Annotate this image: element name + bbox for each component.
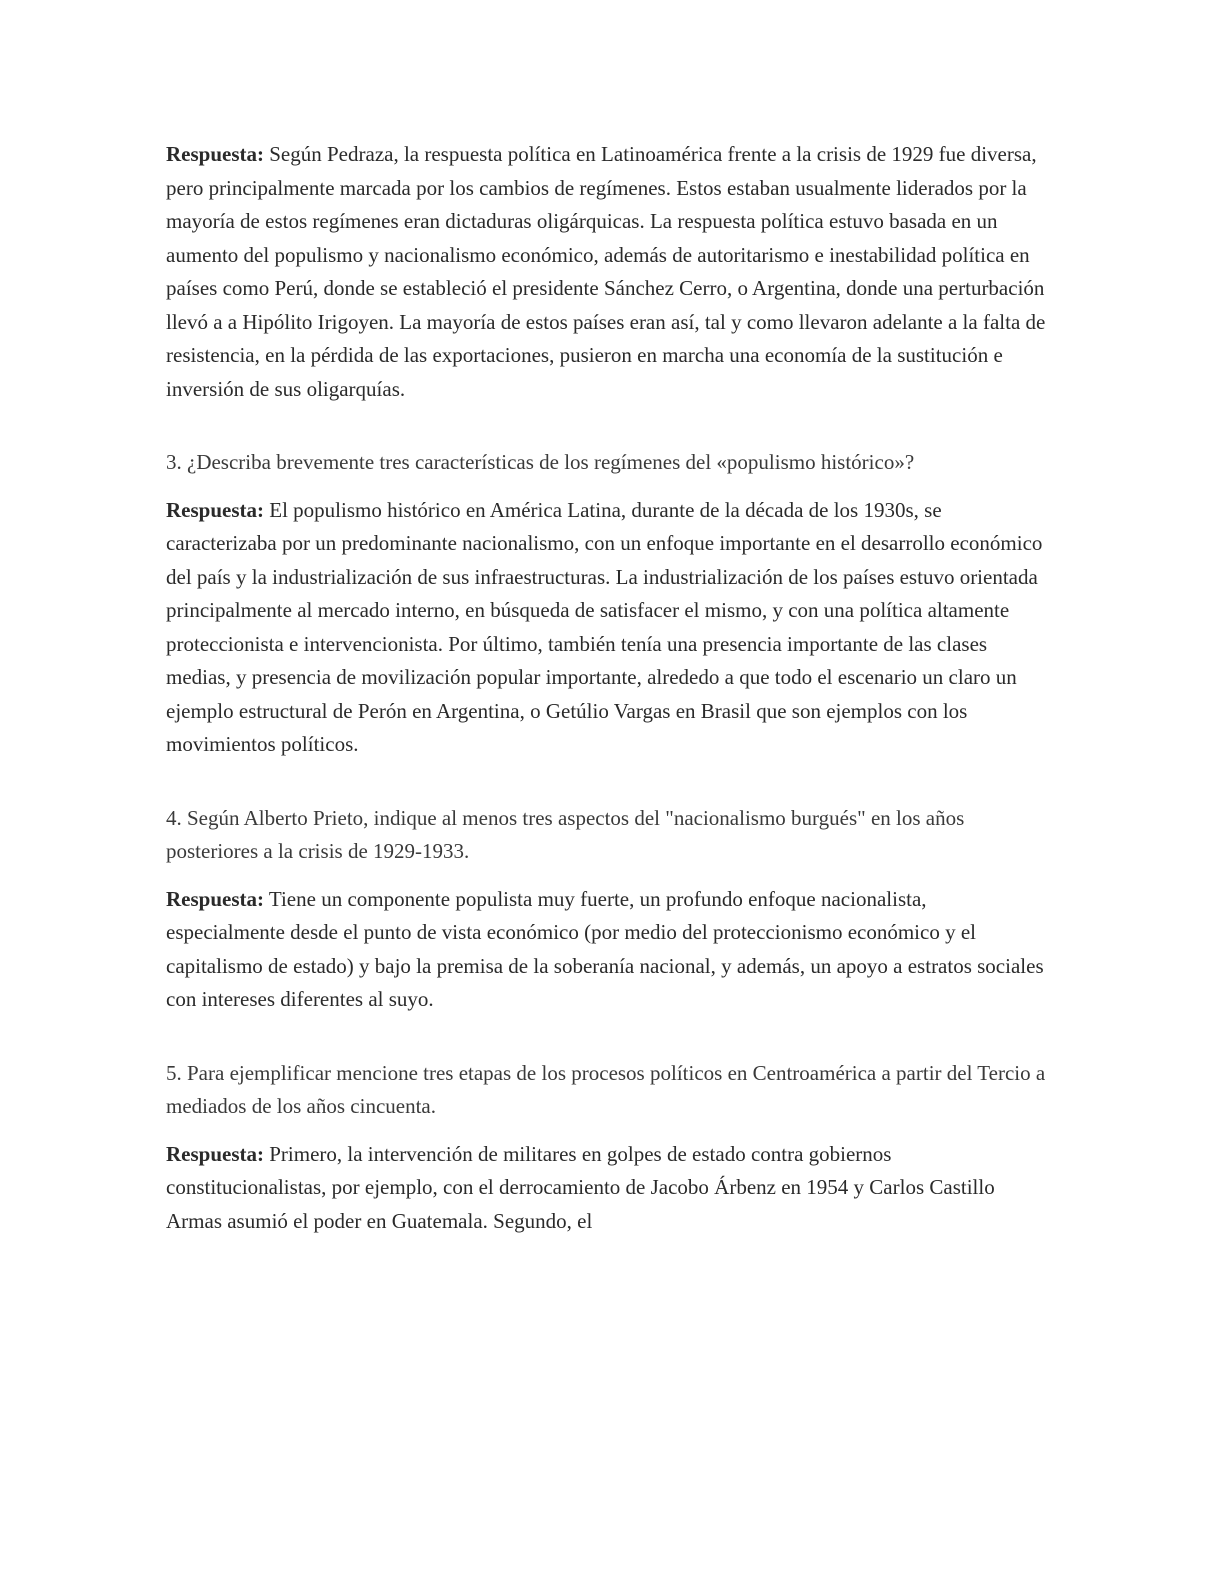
question-text: 4. Según Alberto Prieto, indique al menos tres aspectos del "nacionalismo burgués" en los años posteriores a la crisis de 1929-1933. — [166, 805, 965, 863]
answer-label: Respuesta: — [166, 886, 264, 911]
section-2 — [166, 446, 1046, 762]
answer-text: Tiene un componente populista muy fuerte, un profundo enfoque nacionalista, especialmente desde el punto de vista económico (por medio del proteccionismo económico y el capitalismo de estado) y bajo la premisa de la soberanía nacional, y además, un apoyo a estratos sociales con intereses diferentes al suyo. — [166, 886, 1044, 1011]
answer-paragraph — [166, 138, 1046, 406]
answer-paragraph — [166, 494, 1046, 762]
answer-label: Respuesta: — [166, 497, 264, 522]
document-page — [166, 138, 1046, 1238]
answer-paragraph — [166, 1138, 1046, 1239]
answer-label: Respuesta: — [166, 142, 264, 166]
answer-paragraph — [166, 883, 1046, 1017]
section-1 — [166, 138, 1046, 406]
question-text: 5. Para ejemplificar mencione tres etapas de los procesos políticos en Centroamérica a partir del Tercio a mediados de los años cincuenta. — [166, 1060, 1046, 1118]
section-4 — [166, 1057, 1046, 1239]
answer-text: Primero, la intervención de militares en golpes de estado contra gobiernos constitucionalistas, por ejemplo, con el derrocamiento de Jacobo Árbenz en 1954 y Carlos Castillo Armas asumió el poder en Guatemala. Segundo, el — [166, 1141, 995, 1233]
section-3 — [166, 802, 1046, 1017]
answer-text: El populismo histórico en América Latina, durante de la década de los 1930s, se caracterizaba por un predominante nacionalismo, con un enfoque importante en el desarrollo económico del país y la industrialización de sus infraestructuras. La industrialización de los países estuvo orientada principalmente al mercado interno, en búsqueda de satisfacer el mismo, y con una política altamente proteccionista e intervencionista. Por último, también tenía una presencia importante de las clases medias, y presencia de movilización popular importante, alrededo a que todo el escenario un claro un ejemplo estructural de Perón en Argentina, o Getúlio Vargas en Brasil que son ejemplos con los movimientos políticos. — [166, 497, 1043, 756]
question-text: 3. ¿Describa brevemente tres características de los regímenes del «populismo histórico»? — [166, 450, 915, 474]
answer-label: Respuesta: — [166, 1141, 264, 1166]
answer-text: Según Pedraza, la respuesta política en Latinoamérica frente a la crisis de 1929 fue diversa, pero principalmente marcada por los cambios de regímenes. Estos estaban usualmente liderados por la mayoría de estos regímenes eran dictaduras oligárquicas. La respuesta política estuvo basada en un aumento del populismo y nacionalismo económico, además de autoritarismo e inestabilidad política en países como Perú, donde se estableció el presidente Sánchez Cerro, o Argentina, donde una perturbación llevó a a Hipólito Irigoyen. La mayoría de estos países eran así, tal y como llevaron adelante a la falta de resistencia, en la pérdida de las exportaciones, pusieron en marcha una economía de la sustitución e inversión de sus oligarquías. — [166, 142, 1046, 401]
